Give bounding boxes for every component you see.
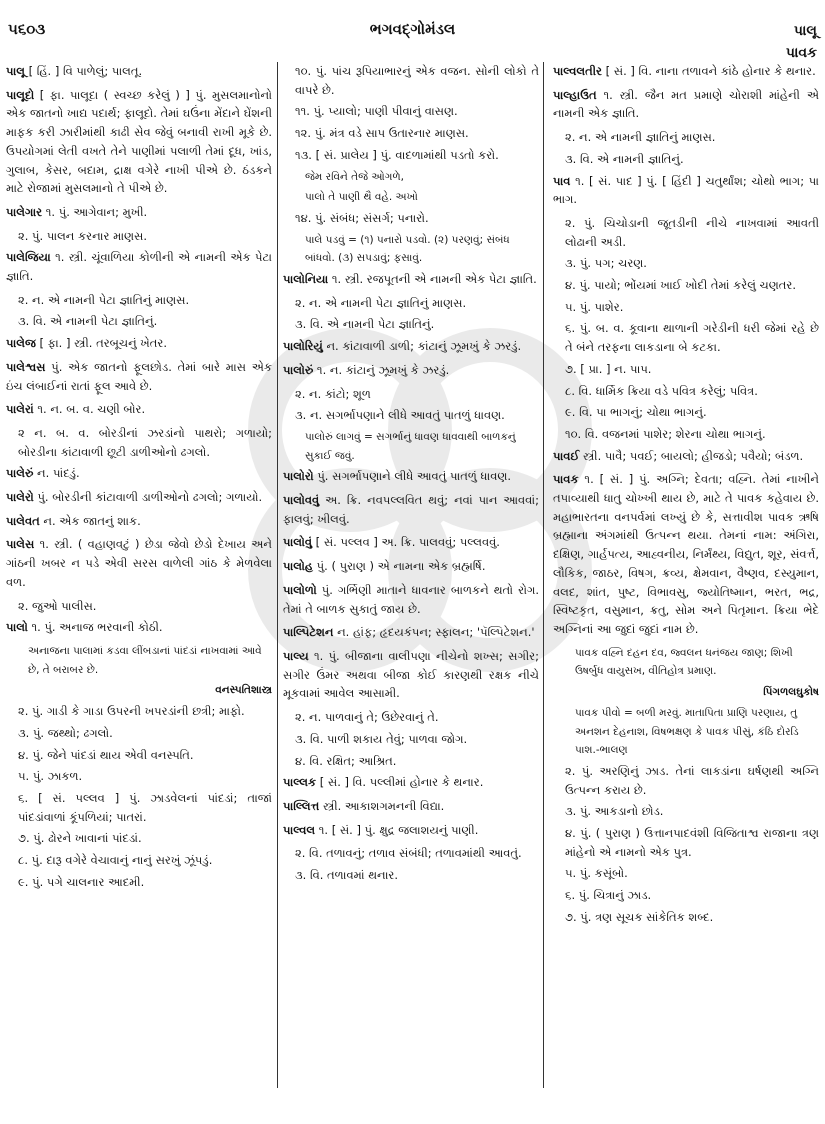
sub-sense: ૪. પું. ( પુરાણ ) ઉત્તાનપાદવંશી વિજિતાશ્વ રાજાના ત્રણ માંહેનો એ નામનો એક પુત્ર.: [565, 826, 819, 859]
dictionary-entry: [6, 618, 272, 637]
dictionary-entry: [553, 86, 819, 123]
headword: પાલોનિયા: [283, 272, 329, 287]
headword: પાલેરો: [6, 490, 34, 505]
dictionary-entry: [553, 172, 819, 209]
definition: ૧. પું. અનાજ ભરવાની કોઠી.: [27, 620, 163, 635]
headword: પાલેગાર: [6, 204, 43, 219]
headword: પાલ્લિત્ત: [283, 798, 320, 813]
dictionary-entry: [6, 535, 272, 591]
definition: ૧. પું. બીજાના વાલીપણા નીચેનો શખ્સ; સગીર; સગીર ઉંમર અથવા બીજા કોઈ કારણથી રક્ષક નીચે મૂકવામાં આવેલ આસામી.: [283, 648, 539, 701]
headword: પાલ્વલતીર: [553, 64, 602, 78]
headword: પાલોવવું: [283, 493, 320, 508]
definition: પું. સગર્ભાપણાને લીધે આવતું પાતળું ધાવણ.: [313, 469, 512, 484]
definition: ૧. [ સં. પાદ ] પું. [ હિંદી ] ચતુર્થાંશ; ચોથો ભાગ; પા ભાગ.: [553, 173, 819, 207]
sub-sense: ૩. વિ. પાળી શકાય તેવું; પાળવા જોગ.: [295, 731, 468, 746]
definition: ૧. સ્ત્રી. ચૂંવાળિયા કોળીની એ નામની એક પેટા જ્ઞાતિ.: [6, 250, 272, 284]
dictionary-entry: [553, 470, 819, 638]
citation-quote: પાલે પડવું = (૧) પનારો પડવો. (૨) પરણવું; સંબંધ બાંધવો. (૩) સપડાવું; ફસાવું.: [305, 233, 510, 265]
guide-words: [786, 20, 817, 64]
headword: પાલેવત: [6, 513, 40, 528]
dictionary-entry: [283, 797, 539, 816]
definition: સ્ત્રી. પાવૈ; પવઈ; બાયલો; હીજડો; પવૈયો; બંડળ.: [579, 448, 804, 463]
definition: [ ફા. ] સ્ત્રી. તરબૂચનું ખેતર.: [35, 336, 167, 351]
column-divider-left: [277, 62, 278, 1088]
sub-sense: ૩. ન. સગર્ભાપણાને લીધે આવતું પાતળું ધાવણ.: [295, 408, 505, 423]
dictionary-entry: [283, 361, 539, 380]
definition: પું. એક જાતનો ફૂલછોડ. તેમાં બારે માસ એક ઇંચ લંબાઈનાં રાતાં ફૂલ આવે છે.: [6, 359, 272, 393]
headword: પાલ્હાઉત: [553, 87, 597, 102]
sub-sense: ૩. વિ. એ નામની પેટા જ્ઞાતિનું.: [295, 317, 435, 332]
sub-sense: ૮. વિ. ધાર્મિક ક્રિયા વડે પવિત્ર કરેલું; પવિત્ર.: [565, 383, 758, 398]
dictionary-entry: [283, 533, 539, 552]
dictionary-entry: [283, 467, 539, 486]
headword: પાલેસ: [6, 537, 35, 552]
citation-quote: અનાજના પાલામાં કડવા લીંબડાનાં પાંદડાં નાખવામાં આવે છે, તે બરાબર છે.: [28, 644, 262, 676]
headword: પાલેરાં: [6, 402, 34, 417]
sub-sense: ૪. પું. જેને પાંદડાં થાય એવી વનસ્પતિ.: [18, 747, 194, 762]
definition: ૧. પું. આગેવાન; મુખી.: [42, 204, 148, 219]
definition: ૧. સ્ત્રી. જૈન મત પ્રમાણે ચોરાશી માંહેની એ નામની એક જ્ઞાતિ.: [553, 87, 819, 121]
headword: પાલેજ: [6, 336, 36, 351]
sub-sense: ૫. પું. કસૂંબો.: [565, 866, 628, 881]
citation-quote: પાવક વહ્નિ દહન દવ, જ્વલન ધનંજય જાણ; શિખી ઉષર્બુધ વાયુસખ, વીતિહોત્ર પ્રમાણ.: [575, 646, 793, 678]
headword: પાવ: [553, 173, 571, 188]
sub-sense: ૧૪. પું. સંબંધ; સંસર્ગ; પનારો.: [295, 210, 429, 225]
headword: પાલેશ્વસ: [6, 359, 46, 374]
sub-sense: ૩. પું. પગ; ચરણ.: [565, 256, 647, 271]
dictionary-entry: [6, 400, 272, 419]
dictionary-entry: [6, 512, 272, 531]
headword: પાલેરું: [6, 466, 34, 481]
definition: ૧. ન. બ. વ. ચણી બોર.: [33, 402, 146, 417]
sub-sense: ૨ ન. બ. વ. બોરડીનાં ઝરડાંનો પાથરો; ગળાયો; બોરડીના કાંટાવાળી છૂટી ડાળીઓનો ઢગલો.: [18, 425, 272, 459]
sub-sense: ૧૦. પું. પાંચ રૂપિયાભારનું એક વજન. સોની લોકો તે વાપરે છે.: [295, 64, 539, 97]
sub-sense: ૭. પું. ત્રણ સૂચક સાંકેતિક શબ્દ.: [565, 909, 714, 924]
dictionary-entry: [553, 447, 819, 466]
sub-sense: ૪. પું. પાયો; ભોંયમાં ખાઈ ખોદી તેમાં કરેલું ચણતર.: [565, 278, 796, 293]
sub-sense: ૨. જુઓ પાલીસ.: [18, 598, 97, 613]
citation-quote: પાવક પીવો = બળી મરવું. માતાપિતા પ્રાણિ પરણાય, તુ અનશન દેહનાશ, વિષભક્ષણ કે પાવક પીસું, કંઠિ દોરડિ પાશ.-ભાલણ: [575, 706, 799, 757]
sub-sense: ૧૦. વિ. વજનમાં પાશેર; શેરના ચોથા ભાગનું.: [565, 426, 766, 441]
citation-quote: જેમ રવિને તેજે ઓગળે,: [305, 170, 404, 183]
sub-sense: ૫. પું. પાશેર.: [565, 299, 624, 314]
headword: પાવક: [553, 472, 579, 487]
definition: પું. બોરડીની કાંટાવાળી ડાળીઓનો ઢગલો; ગળાયો.: [33, 490, 263, 505]
sub-sense: ૨. ન. એ નામની પેટા જ્ઞાતિનું માણસ.: [295, 295, 467, 310]
sub-sense: ૩. વિ. તળાવમાં થનાર.: [295, 868, 399, 883]
sub-sense: ૧૧. પું. પ્યાલો; પાણી પીવાનું વાસણ.: [295, 104, 458, 119]
definition: ૧. ન. કાંટાનું ઝૂમખું કે ઝરડું.: [313, 362, 450, 377]
headword: પાલ્વલ: [283, 822, 316, 837]
definition: ૧. [ સં. ] પું. અગ્નિ; દેવતા; વહ્નિ. તેમાં નાખીને તપાવ્યાથી ધાતુ ચોખ્ખી થાય છે, માટે તે પાવક કહેવાય છે. મહાભારતના વનપર્વમાં લખ્યું છે કે, સત્તાવીશ પાવક ઋષિ બ્રહ્માના અંગમાંથી ઉત્પન્ન થયા. તેમનાં નામ: અંગિરા, દક્ષિણ, ગાર્હપત્ય, આહ્વનીય, નિર્મંથ્ય, વિદ્યુત, શૂર, સંવર્ત્ત, લૌકિક, જાઠર, વિષગ, ક્રવ્ય, ક્ષેમવાન, વૈષ્ણવ, દસ્યુમાન, વલદ, શાંત, પુષ્ટ, વિભાવસુ, જ્યોતિષ્માન, ભરત, ભદ્ર, સ્વિષ્ટકૃત, વસુમાન, ક્રતુ, સોમ અને પિતૃમાન. ક્રિયા ભેદે અગ્નિનાં આ જુદાં જુદાં નામ છે.: [553, 472, 819, 636]
definition: [ ફા. પાલૂદા ( સ્વચ્છ કરેલું ) ] પું. મુસલમાનોનો એક જાતનો ખાદ્ય પદાર્થ; ફાલૂદો. તેમાં ઘઉંના મેંદાને ઘેંશની માફક કરી ઝારીમાંથી કાઢી સેવ જેવું બનાવી રાખી મૂકે છે. ઉપયોગમાં લેતી વખતે તેને પાણીમાં પલાળી તેમાં દૂધ, ખાંડ, ગુલાબ, કેસર, બદામ, દ્રાક્ષ વગેરે નાખી પીએ છે. ઠંડકને માટે રોજામાં મુસલમાનો તે પીએ છે.: [6, 87, 272, 196]
headword: પાલ્ય: [283, 648, 309, 663]
dictionary-entry: [6, 334, 272, 353]
sub-sense: ૫. પું. ઝાકળ.: [18, 769, 83, 784]
dictionary-entry: [283, 557, 539, 576]
definition: [ સં. પલ્લવ ] અ. ક્રિ. પાલવવું; પલ્લવવું.: [312, 535, 500, 550]
guide-word-last: પાવક: [785, 45, 817, 61]
headword: પાલોવું: [283, 535, 313, 550]
dictionary-entry: [6, 358, 272, 395]
headword: પાલોહ: [283, 559, 314, 574]
page-number: ૫૬૦૩: [8, 20, 46, 38]
citation-quote: પાલોરું લાગવું = સગર્ભાનું ધાવણ ધાવવાથી બાળકનું સુકાઈ જવું.: [305, 430, 516, 462]
headword: પાલ્પિટેશન: [283, 625, 334, 640]
sub-sense: ૨. પું. ચિચોડાની જૂતડીની નીચે નાખવામાં આવતી લોઢાની અડી.: [565, 215, 819, 249]
definition: ન. એક જાતનું શાક.: [39, 513, 141, 528]
sub-sense: ૨. વિ. તળાવનું; તળાવ સંબંધી; તળાવમાંથી આવતું.: [295, 846, 522, 861]
headword: પાલોરિયું: [283, 339, 323, 354]
sub-sense: ૮. પું. દારૂ વગેરે વેચાવાનું નાનું સરખું ઝૂંપડું.: [18, 853, 213, 868]
sub-sense: ૨. ન. એ નામની પેટા જ્ઞાતિનું માણસ.: [18, 292, 190, 307]
headword: પાલ્લક: [283, 775, 317, 790]
headword: પાવઈ: [553, 448, 580, 463]
sub-sense: ૯. પું. પગે ચાલનાર આદમી.: [18, 874, 145, 889]
dictionary-entry: [6, 464, 272, 483]
dictionary-entry: [6, 248, 272, 285]
sub-sense: ૩. વિ. એ નામની જ્ઞાતિનું.: [565, 151, 684, 166]
sub-sense: ૨. ન. કાંટો; શૂળ: [295, 386, 371, 401]
sub-sense: ૨. પું. પાલન કરનાર માણસ.: [18, 228, 148, 243]
sub-sense: ૯. વિ. પા ભાગનું; ચોથા ભાગનું.: [565, 405, 707, 420]
dictionary-entry: [283, 821, 539, 840]
definition: ૧. સ્ત્રી. ( વહાણવટું ) છેડા જેવો છેડો દેખાય અને ગાંઠની ખબર ન પડે એવી સરસ વાળેલી ગાંઠ કે મેળવેલા વળ.: [6, 537, 272, 589]
headword: પાલોરો: [283, 469, 314, 484]
sub-sense: ૬. [ સં. પલ્લવ ] પું. ઝાડવેલનાં પાંદડાં; તાજાં પાંદડાંવાળાં કૂંપળિયાં; પાતરાં.: [18, 790, 272, 824]
dictionary-entry: [283, 491, 539, 528]
dictionary-entry: [6, 488, 272, 507]
dictionary-entry: [283, 337, 539, 356]
sub-sense: ૧૩. [ સં. પ્રાલેય ] પું. વાદળામાંથી પડતો કરો.: [295, 147, 499, 162]
sub-sense: ૩. પું. આકડાનો છોડ.: [565, 804, 664, 819]
headword: પાલૂ: [6, 64, 25, 78]
definition: [ હિં. ] વિ પાળેલું; પાલતૂ.: [24, 64, 143, 78]
dictionary-entry: [553, 62, 819, 81]
column-2: [283, 62, 539, 888]
sub-sense: ૩. વિ. એ નામની પેટા જ્ઞાતિનું.: [18, 314, 158, 329]
headword: પાલેજિયા: [6, 250, 51, 265]
column-1: [6, 62, 272, 894]
sub-sense: ૧૨. પું. મંત્ર વડે સાપ ઉતારનાર માણસ.: [295, 126, 469, 141]
dictionary-entry: [6, 203, 272, 222]
definition: ન. હાંફ; હૃદયકંપન; સ્ફાલન; 'પૅલ્પિટેશન.': [333, 625, 535, 640]
sub-sense: ૨. ન. પાળવાનું તે; ઉછેરવાનું તે.: [295, 710, 439, 725]
sub-sense: ૨. પું. ગાડી કે ગાડા ઉપરની ખપરડાંની છત્રી; માફો.: [18, 704, 245, 719]
definition: ન. કાંટાવાળી ડાળી; કાંટાનું ઝૂમખું કે ઝરડું.: [322, 339, 522, 354]
dictionary-entry: [283, 773, 539, 792]
sub-sense: ૭. પું. ઢોરને ખાવાનાં પાંદડાં.: [18, 831, 142, 846]
headword: પાલોરું: [283, 362, 314, 377]
definition: ૧. સ્ત્રી. રજપૂતની એ નામની એક પેટા જ્ઞાતિ.: [328, 272, 537, 287]
definition: ૧. [ સં. ] પું. ક્ષુદ્ર જલાશયનું પાણી.: [315, 822, 479, 837]
definition: સ્ત્રી. આકાશગમનની વિદ્યા.: [319, 798, 445, 813]
headword: પાલો: [6, 620, 28, 635]
headword: પાલોળો: [283, 582, 317, 597]
dictionary-entry: [283, 581, 539, 618]
guide-word-first: પાલૂ: [793, 23, 817, 39]
sub-sense: ૬. પું. ચિત્રાનું ઝાડ.: [565, 888, 652, 903]
definition: અ. ક્રિ. નવપલ્લવિત થવું; નવાં પાન આવવાં; ફાલવું; ખીલવું.: [283, 493, 539, 526]
definition: પું. ( પુરાણ ) એ નામના એક બ્રહ્મર્ષિ.: [313, 559, 486, 574]
headword: પાલૂદો: [6, 87, 35, 102]
dictionary-entry: [6, 86, 272, 198]
dictionary-entry: [283, 647, 539, 703]
column-divider-right: [543, 62, 544, 1088]
sub-sense: ૬. પું. બ. વ. કૂવાના થાળાની ગરેડીની ધરી જેમાં રહે છે તે બંને તરફના લાકડાના બે કટકા.: [565, 321, 819, 355]
citation-source: વનસ્પતિશાસ્ત્ર: [215, 684, 272, 697]
dictionary-entry: [283, 270, 539, 289]
sub-sense: ૪. વિ. રક્ષિત; આશ્રિત.: [295, 753, 397, 768]
dictionary-entry: [283, 623, 539, 642]
definition: [ સં. ] વિ. નાના તળાવને કાંઠે હોનાર કે થનાર.: [601, 64, 816, 78]
sub-sense: ૩. પું. જથ્થો; ઢગલો.: [18, 725, 113, 740]
citation-quote: પાલો તે પાણી થૈ વહે. અખો: [305, 191, 418, 204]
definition: પું. ગર્ભિણી માતાને ધાવનાર બાળકને થતો રોગ. તેમાં તે બાળક સુકાતું જાય છે.: [283, 582, 539, 616]
citation-source: પિંગળલઘુકોષ: [763, 686, 819, 699]
sub-sense: ૭. [ પ્રા. ] ન. પાપ.: [565, 361, 652, 376]
definition: [ સં. ] વિ. પલ્લીમાં હોનાર કે થનાર.: [316, 775, 484, 790]
sub-sense: ૨. ન. એ નામની જ્ઞાતિનું માણસ.: [565, 130, 716, 145]
sub-sense: ૨. પું. અરણિનું ઝાડ. તેનાં લાકડાંના ઘર્ષણથી અગ્નિ ઉત્પન્ન કરાય છે.: [565, 763, 819, 797]
dictionary-entry: [6, 62, 272, 81]
running-title: ભગવદ્ગોમંડલ: [369, 20, 456, 38]
definition: ન. પાંદડું.: [33, 466, 80, 481]
column-3: [553, 62, 819, 930]
